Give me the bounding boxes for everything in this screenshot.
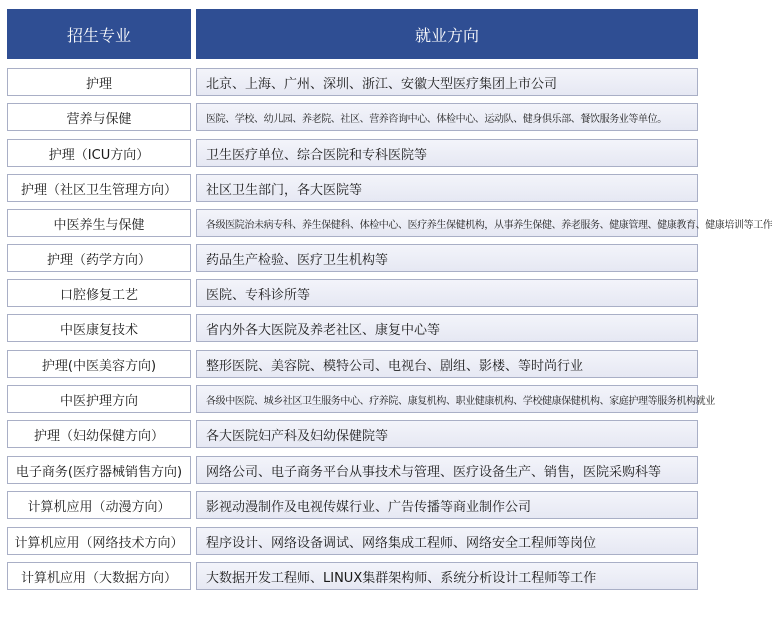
- direction-cell: 医院、专科诊所等: [196, 279, 698, 307]
- header-major: 招生专业: [7, 9, 191, 59]
- table-row: [0, 527, 709, 555]
- direction-cell: 影视动漫制作及电视传媒行业、广告传播等商业制作公司: [196, 491, 698, 519]
- direction-cell: 大数据开发工程师、LINUX集群架构师、系统分析设计工程师等工作: [196, 562, 698, 590]
- table-row: [0, 562, 709, 590]
- table-row: [0, 456, 709, 484]
- direction-cell: 省内外各大医院及养老社区、康复中心等: [196, 314, 698, 342]
- table-row: [0, 68, 709, 96]
- major-cell: 护理（ICU方向）: [7, 139, 191, 167]
- header-direction: 就业方向: [196, 9, 698, 59]
- major-cell: 计算机应用（大数据方向）: [7, 562, 191, 590]
- direction-cell: 各级医院治未病专科、养生保健科、体检中心、医疗养生保健机构，从事养生保健、养老服务、健康管理、健康教育、健康培训等工作: [196, 209, 698, 237]
- major-cell: 护理(中医美容方向): [7, 350, 191, 378]
- major-cell: 护理（药学方向）: [7, 244, 191, 272]
- major-cell: 护理（妇幼保健方向）: [7, 420, 191, 448]
- table-row: [0, 139, 709, 167]
- table-row: [0, 244, 709, 272]
- direction-cell: 社区卫生部门，各大医院等: [196, 174, 698, 202]
- major-cell: 护理（社区卫生管理方向）: [7, 174, 191, 202]
- direction-cell: 药品生产检验、医疗卫生机构等: [196, 244, 698, 272]
- table-row: [0, 420, 709, 448]
- table-row: [0, 209, 772, 237]
- major-cell: 中医康复技术: [7, 314, 191, 342]
- major-cell: 计算机应用（动漫方向）: [7, 491, 191, 519]
- major-cell: 中医护理方向: [7, 385, 191, 413]
- direction-cell: 北京、上海、广州、深圳、浙江、安徽大型医疗集团上市公司: [196, 68, 698, 96]
- major-cell: 护理: [7, 68, 191, 96]
- direction-cell: 网络公司、电子商务平台从事技术与管理、医疗设备生产、销售，医院采购科等: [196, 456, 698, 484]
- major-cell: 电子商务(医疗器械销售方向): [7, 456, 191, 484]
- table-row: [0, 491, 709, 519]
- direction-cell: 医院、学校、幼儿园、养老院、社区、营养咨询中心、体检中心、运动队、健身俱乐部、餐饮服务业等单位。: [196, 103, 698, 131]
- major-cell: 中医养生与保健: [7, 209, 191, 237]
- direction-cell: 整形医院、美容院、模特公司、电视台、剧组、影楼、等时尚行业: [196, 350, 698, 378]
- table-row: [0, 350, 709, 378]
- major-cell: 口腔修复工艺: [7, 279, 191, 307]
- major-cell: 营养与保健: [7, 103, 191, 131]
- table-row: [0, 103, 709, 131]
- direction-cell: 程序设计、网络设备调试、网络集成工程师、网络安全工程师等岗位: [196, 527, 698, 555]
- table-row: [0, 314, 709, 342]
- major-cell: 计算机应用（网络技术方向）: [7, 527, 191, 555]
- direction-cell: 各级中医院、城乡社区卫生服务中心、疗养院、康复机构、职业健康机构、学校健康保健机构、家庭护理等服务机构就业: [196, 385, 698, 413]
- direction-cell: 各大医院妇产科及妇幼保健院等: [196, 420, 698, 448]
- table-row: [0, 385, 715, 413]
- direction-cell: 卫生医疗单位、综合医院和专科医院等: [196, 139, 698, 167]
- table-row: [0, 279, 709, 307]
- table-row: [0, 174, 709, 202]
